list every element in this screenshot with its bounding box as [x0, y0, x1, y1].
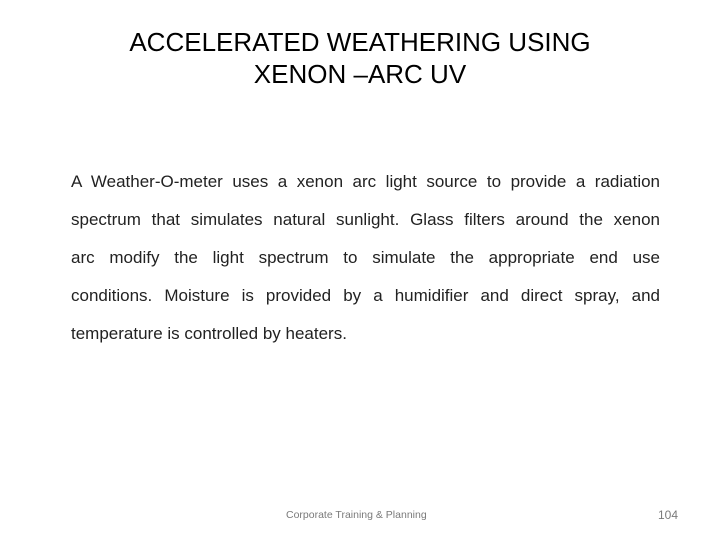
page-number: 104 [657, 508, 678, 522]
body-line-5: temperature is controlled by heaters. [71, 324, 347, 343]
footer-text: Corporate Training & Planning [286, 509, 427, 521]
slide-body-paragraph [71, 163, 660, 353]
slide-title-line-2: XENON –ARC UV [253, 59, 467, 89]
slide-title [60, 26, 660, 90]
slide-title-line-1: ACCELERATED WEATHERING USING [129, 27, 591, 57]
slide-footer [0, 508, 720, 524]
body-line-3: arc modify the light spectrum to simulate the appropriate end use [71, 248, 660, 267]
body-line-2: spectrum that simulates natural sunlight. Glass filters around the xenon [71, 210, 660, 229]
body-line-1: A Weather-O-meter uses a xenon arc light source to provide a radiation [71, 172, 660, 191]
body-line-4: conditions. Moisture is provided by a humidifier and direct spray, and [71, 286, 660, 305]
